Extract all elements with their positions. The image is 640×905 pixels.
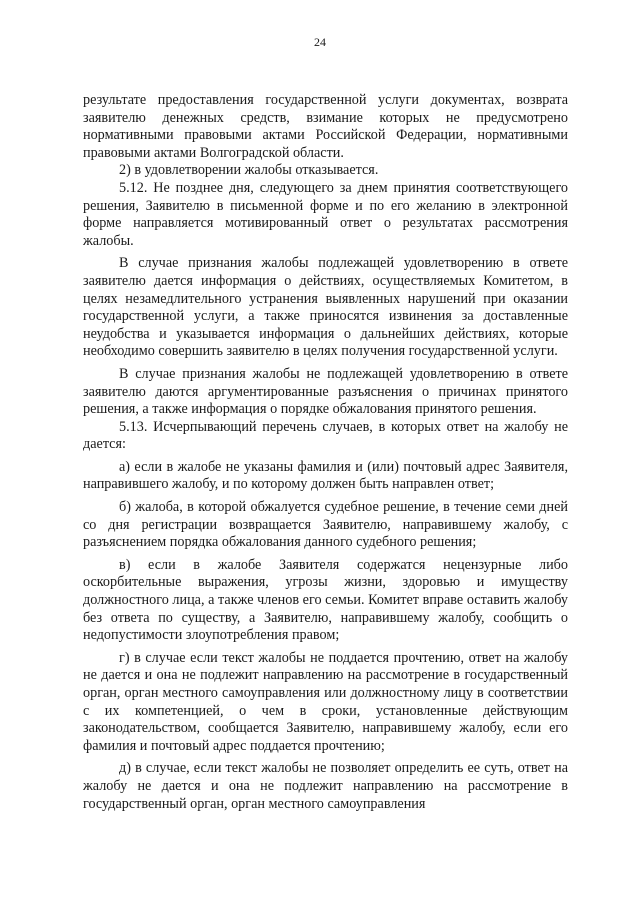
paragraph-refusal: 2) в удовлетворении жалобы отказывается. [119, 162, 379, 179]
list-item-d: д) в случае, если текст жалобы не позволяет определить ее суть, ответ на жалобу не дается и она не подлежит направлению на рассмотрение в государственный орган, орган местного самоуправления [83, 760, 568, 812]
page-number: 24 [314, 35, 326, 49]
list-item-a: а) если в жалобе не указаны фамилия и (или) почтовый адрес Заявителя, направившего жалобу, и по которому должен быть направлен ответ; [83, 458, 568, 493]
paragraph-complaint-satisfied: В случае признания жалобы подлежащей удовлетворению в ответе заявителю дается информация о действиях, осуществляемых Комитетом, в целях незамедлительного устранения выявленных нарушений при оказании государственной услуги, а также приносятся извинения за доставленные неудобства и указывается информация о дальнейших действиях, которые необходимо совершить заявителю в целях получения государственной услуги. [83, 255, 568, 360]
list-item-b: б) жалоба, в которой обжалуется судебное решение, в течение семи дней со дня регистрации возвращается Заявителю, направившему жалобу, с разъяснением порядка обжалования данного судебного решения; [83, 499, 568, 551]
paragraph-5-12: 5.12. Не позднее дня, следующего за днем принятия соответствующего решения, Заявителю в письменной форме и по его желанию в электронной форме направляется мотивированный ответ о результатах рассмотрения жалобы. [83, 179, 568, 249]
list-item-v: в) если в жалобе Заявителя содержатся нецензурные либо оскорбительные выражения, угрозы жизни, здоровью и имуществу должностного лица, а также членов его семьи. Комитет вправе оставить жалобу без ответа по существу, а Заявителю, направившему жалобу, сообщить о недопустимости злоупотребления правом; [83, 556, 568, 644]
list-item-g: г) в случае если текст жалобы не поддается прочтению, ответ на жалобу не дается и она не подлежит направлению на рассмотрение в государственный орган, орган местного самоуправления или должностному лицу в соответствии с их компетенцией, о чем в сроки, установленные действующим законодательством, сообщается Заявителю, направившему жалобу, если его фамилия и почтовый адрес поддается прочтению; [83, 649, 568, 754]
document-body [83, 92, 568, 813]
paragraph-complaint-not-satisfied: В случае признания жалобы не подлежащей удовлетворению в ответе заявителю даются аргументированные разъяснения о причинах принятого решения, а также информация о порядке обжалования принятого решения. [83, 365, 568, 418]
paragraph-5-13: 5.13. Исчерпывающий перечень случаев, в которых ответ на жалобу не дается: [83, 418, 568, 453]
paragraph-continuation: результате предоставления государственной услуги документах, возврата заявителю денежных средств, взимание которых не предусмотрено нормативными правовыми актами Российской Федерации, нормативными правовыми актами Волгоградской области. [83, 92, 568, 161]
